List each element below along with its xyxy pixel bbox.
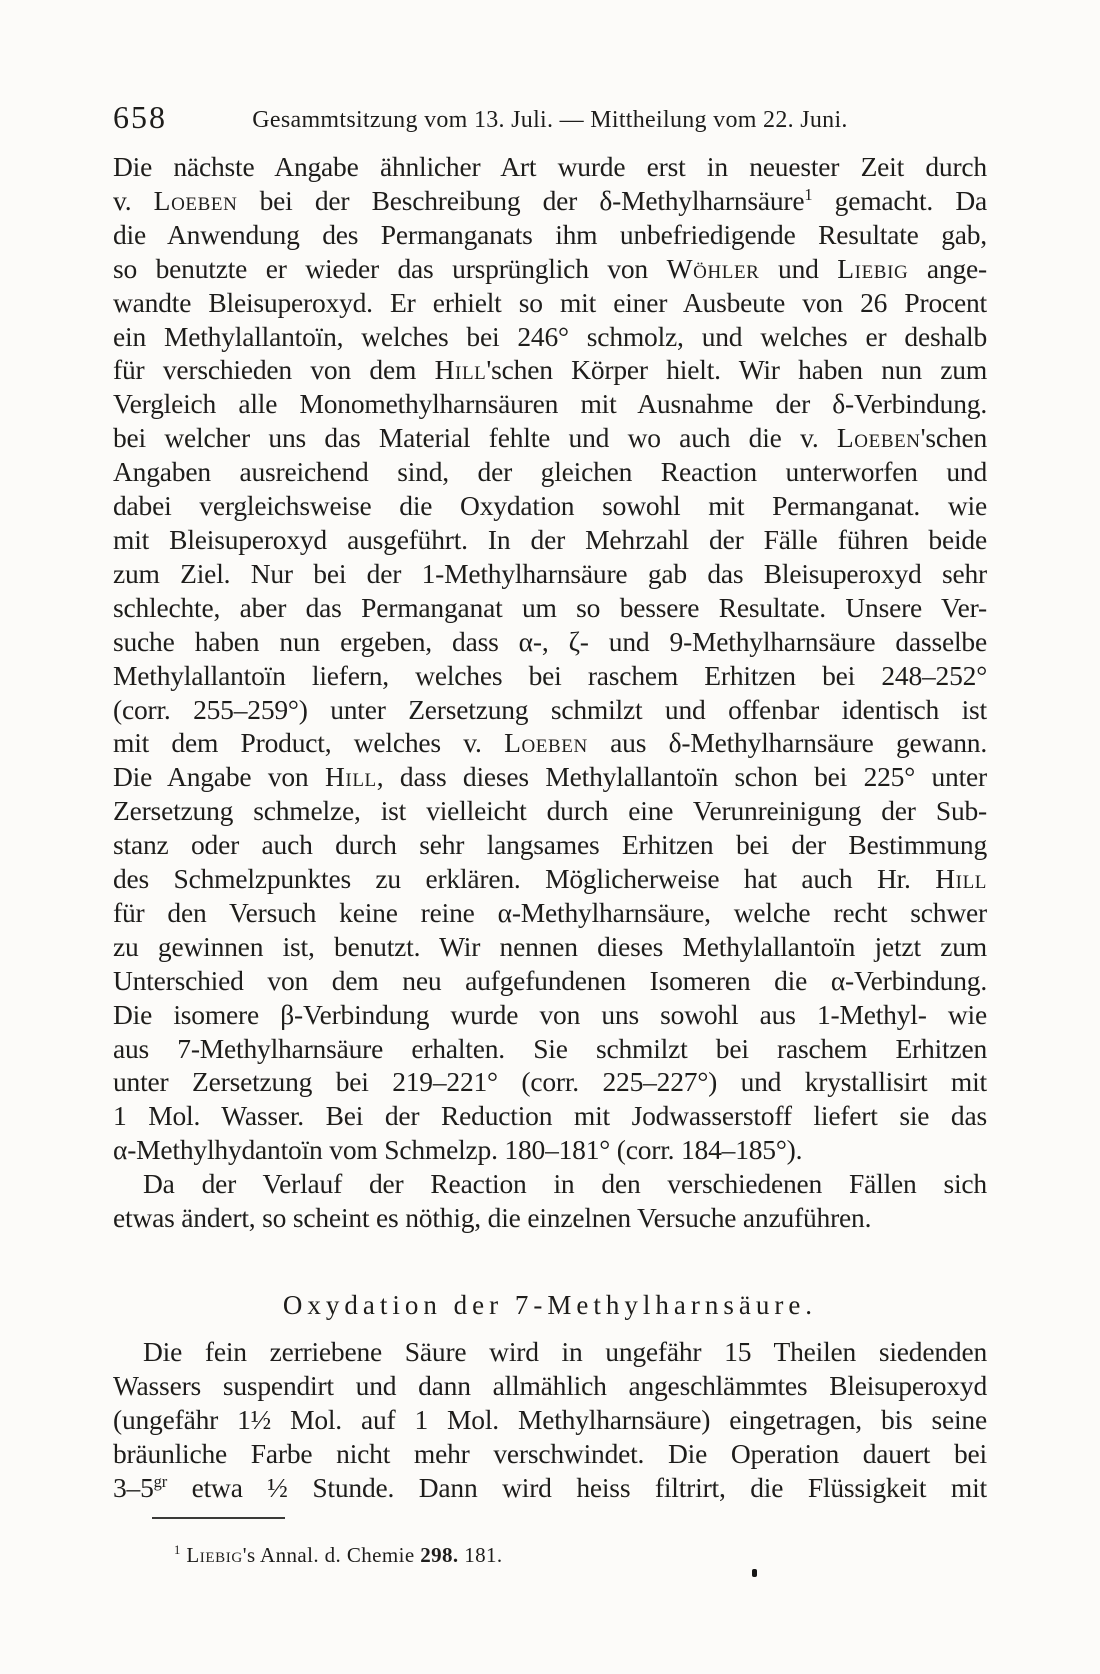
- text-line: $3-5^{gr}$ etwa ½ Stunde. Dann wird heiss filtrirt, die Flüssigkeit mit: [113, 1471, 987, 1503]
- footnote-divider: [152, 1517, 285, 1519]
- text-line: zum Ziel. Nur bei der 1-Methylharnsäure gab das Bleisuperoxyd sehr: [113, 557, 987, 589]
- text-line: dabei vergleichsweise die Oxydation sowohl mit Permanganat. wie: [113, 490, 987, 522]
- text-line: Die isomere β-Verbindung wurde von uns sowohl aus 1-Methyl- wie: [113, 998, 987, 1030]
- text-line: Die Angabe von Hill, dass dieses Methylallantoïn schon bei 225° unter: [113, 761, 987, 793]
- person-name: Loeben: [153, 184, 238, 216]
- paragraph: [113, 1335, 987, 1505]
- text-line: (ungefähr 1½ Mol. auf 1 Mol. Methylharnsäure) eingetragen, bis seine: [113, 1403, 987, 1435]
- person-name: Liebig: [837, 252, 909, 284]
- text-line: bei welcher uns das Material fehlte und wo auch die v. Loeben'schen: [113, 422, 987, 454]
- text-line: für verschieden von dem Hill'schen Körper hielt. Wir haben nun zum: [113, 354, 988, 386]
- text-line: bräunliche Farbe nicht mehr verschwindet. Die Operation dauert bei: [113, 1437, 987, 1469]
- text-line: v. Loeben bei der Beschreibung der δ-Methylharnsäure$^1$ gemacht. Da: [113, 184, 987, 216]
- page-header: [113, 100, 987, 136]
- text-line: 1 Mol. Wasser. Bei der Reduction mit Jodwasserstoff liefert sie das: [113, 1100, 987, 1132]
- text-line: des Schmelzpunktes zu erklären. Möglicherweise hat auch Hr. Hill: [113, 863, 987, 895]
- text-line: aus 7-Methylharnsäure erhalten. Sie schmilzt bei raschem Erhitzen: [113, 1032, 987, 1064]
- text-line: Vergleich alle Monomethylharnsäuren mit Ausnahme der δ-Verbindung.: [113, 388, 987, 420]
- text-line: mit dem Product, welches v. Loeben aus δ-Methylharnsäure gewann.: [113, 727, 987, 759]
- text-line: suche haben nun ergeben, dass α-, ζ- und 9-Methylharnsäure dasselbe: [113, 625, 987, 657]
- section-heading: Oxydation der 7-Methylharnsäure.: [282, 1290, 818, 1320]
- text-line: Angaben ausreichend sind, der gleichen Reaction unterworfen und: [113, 456, 987, 488]
- text-line: so benutzte er wieder das ursprünglich von Wöhler und Liebig ange-: [113, 252, 987, 284]
- running-head: Gesammtsitzung vom 13. Juli. — Mittheilung vom 22. Juni.: [252, 107, 848, 133]
- text-line: die Anwendung des Permanganats ihm unbefriedigende Resultate gab,: [113, 218, 987, 250]
- person-name: Hill: [935, 863, 987, 895]
- text-line: Zersetzung schmelze, ist vielleicht durch eine Verunreinigung der Sub-: [113, 795, 987, 827]
- page-number: 658: [113, 99, 167, 135]
- text-line: ein Methylallantoïn, welches bei 246° schmolz, und welches er deshalb: [113, 320, 987, 352]
- person-name: Loeben: [504, 727, 588, 759]
- text-line: schlechte, aber das Permanganat um so bessere Resultate. Unsere Ver-: [113, 591, 987, 623]
- text-line: unter Zersetzung bei 219–221° (corr. 225–227°) und krystallisirt mit: [113, 1066, 987, 1098]
- text-line: für den Versuch keine reine α-Methylharnsäure, welche recht schwer: [113, 896, 987, 928]
- paragraph: [113, 1167, 987, 1235]
- paragraph: [113, 150, 987, 1167]
- person-name: Hill: [324, 761, 377, 793]
- person-name: Hill: [434, 354, 487, 386]
- footnote: $^1$ Liebig's Annal. d. Chemie 298. 181.: [174, 1542, 503, 1567]
- text-line: zu gewinnen ist, benutzt. Wir nennen dieses Methylallantoïn jetzt zum: [113, 930, 987, 962]
- text-line: α-Methylhydantoïn vom Schmelzp. 180–181° (corr. 184–185°).: [113, 1134, 803, 1166]
- text-line: (corr. 255–259°) unter Zersetzung schmilzt und offenbar identisch ist: [113, 693, 987, 725]
- text-line: Die fein zerriebene Säure wird in ungefähr 15 Theilen siedenden: [143, 1336, 987, 1367]
- person-name: Liebig: [186, 1542, 243, 1567]
- text-line: Wassers suspendirt und dann allmählich angeschlämmtes Bleisuperoxyd: [113, 1369, 987, 1401]
- text-line: stanz oder auch durch sehr langsames Erhitzen bei der Bestimmung: [113, 829, 987, 861]
- text-line: Die nächste Angabe ähnlicher Art wurde erst in neuester Zeit durch: [113, 151, 987, 182]
- person-name: Wöhler: [666, 252, 760, 284]
- body-text: [113, 150, 987, 1569]
- ink-speck: [752, 1569, 757, 1577]
- text-line: Da der Verlauf der Reaction in den verschiedenen Fällen sich: [143, 1168, 987, 1200]
- text-line: Unterschied von dem neu aufgefundenen Isomeren die α-Verbindung.: [113, 964, 987, 996]
- text-line: etwas ändert, so scheint es nöthig, die einzelnen Versuche anzuführen.: [113, 1202, 872, 1234]
- text-line: Methylallantoïn liefern, welches bei raschem Erhitzen bei 248–252°: [113, 659, 987, 691]
- person-name: Loeben: [836, 422, 921, 454]
- text-line: mit Bleisuperoxyd ausgeführt. In der Mehrzahl der Fälle führen beide: [113, 523, 987, 555]
- text-line: wandte Bleisuperoxyd. Er erhielt so mit einer Ausbeute von 26 Procent: [113, 286, 987, 318]
